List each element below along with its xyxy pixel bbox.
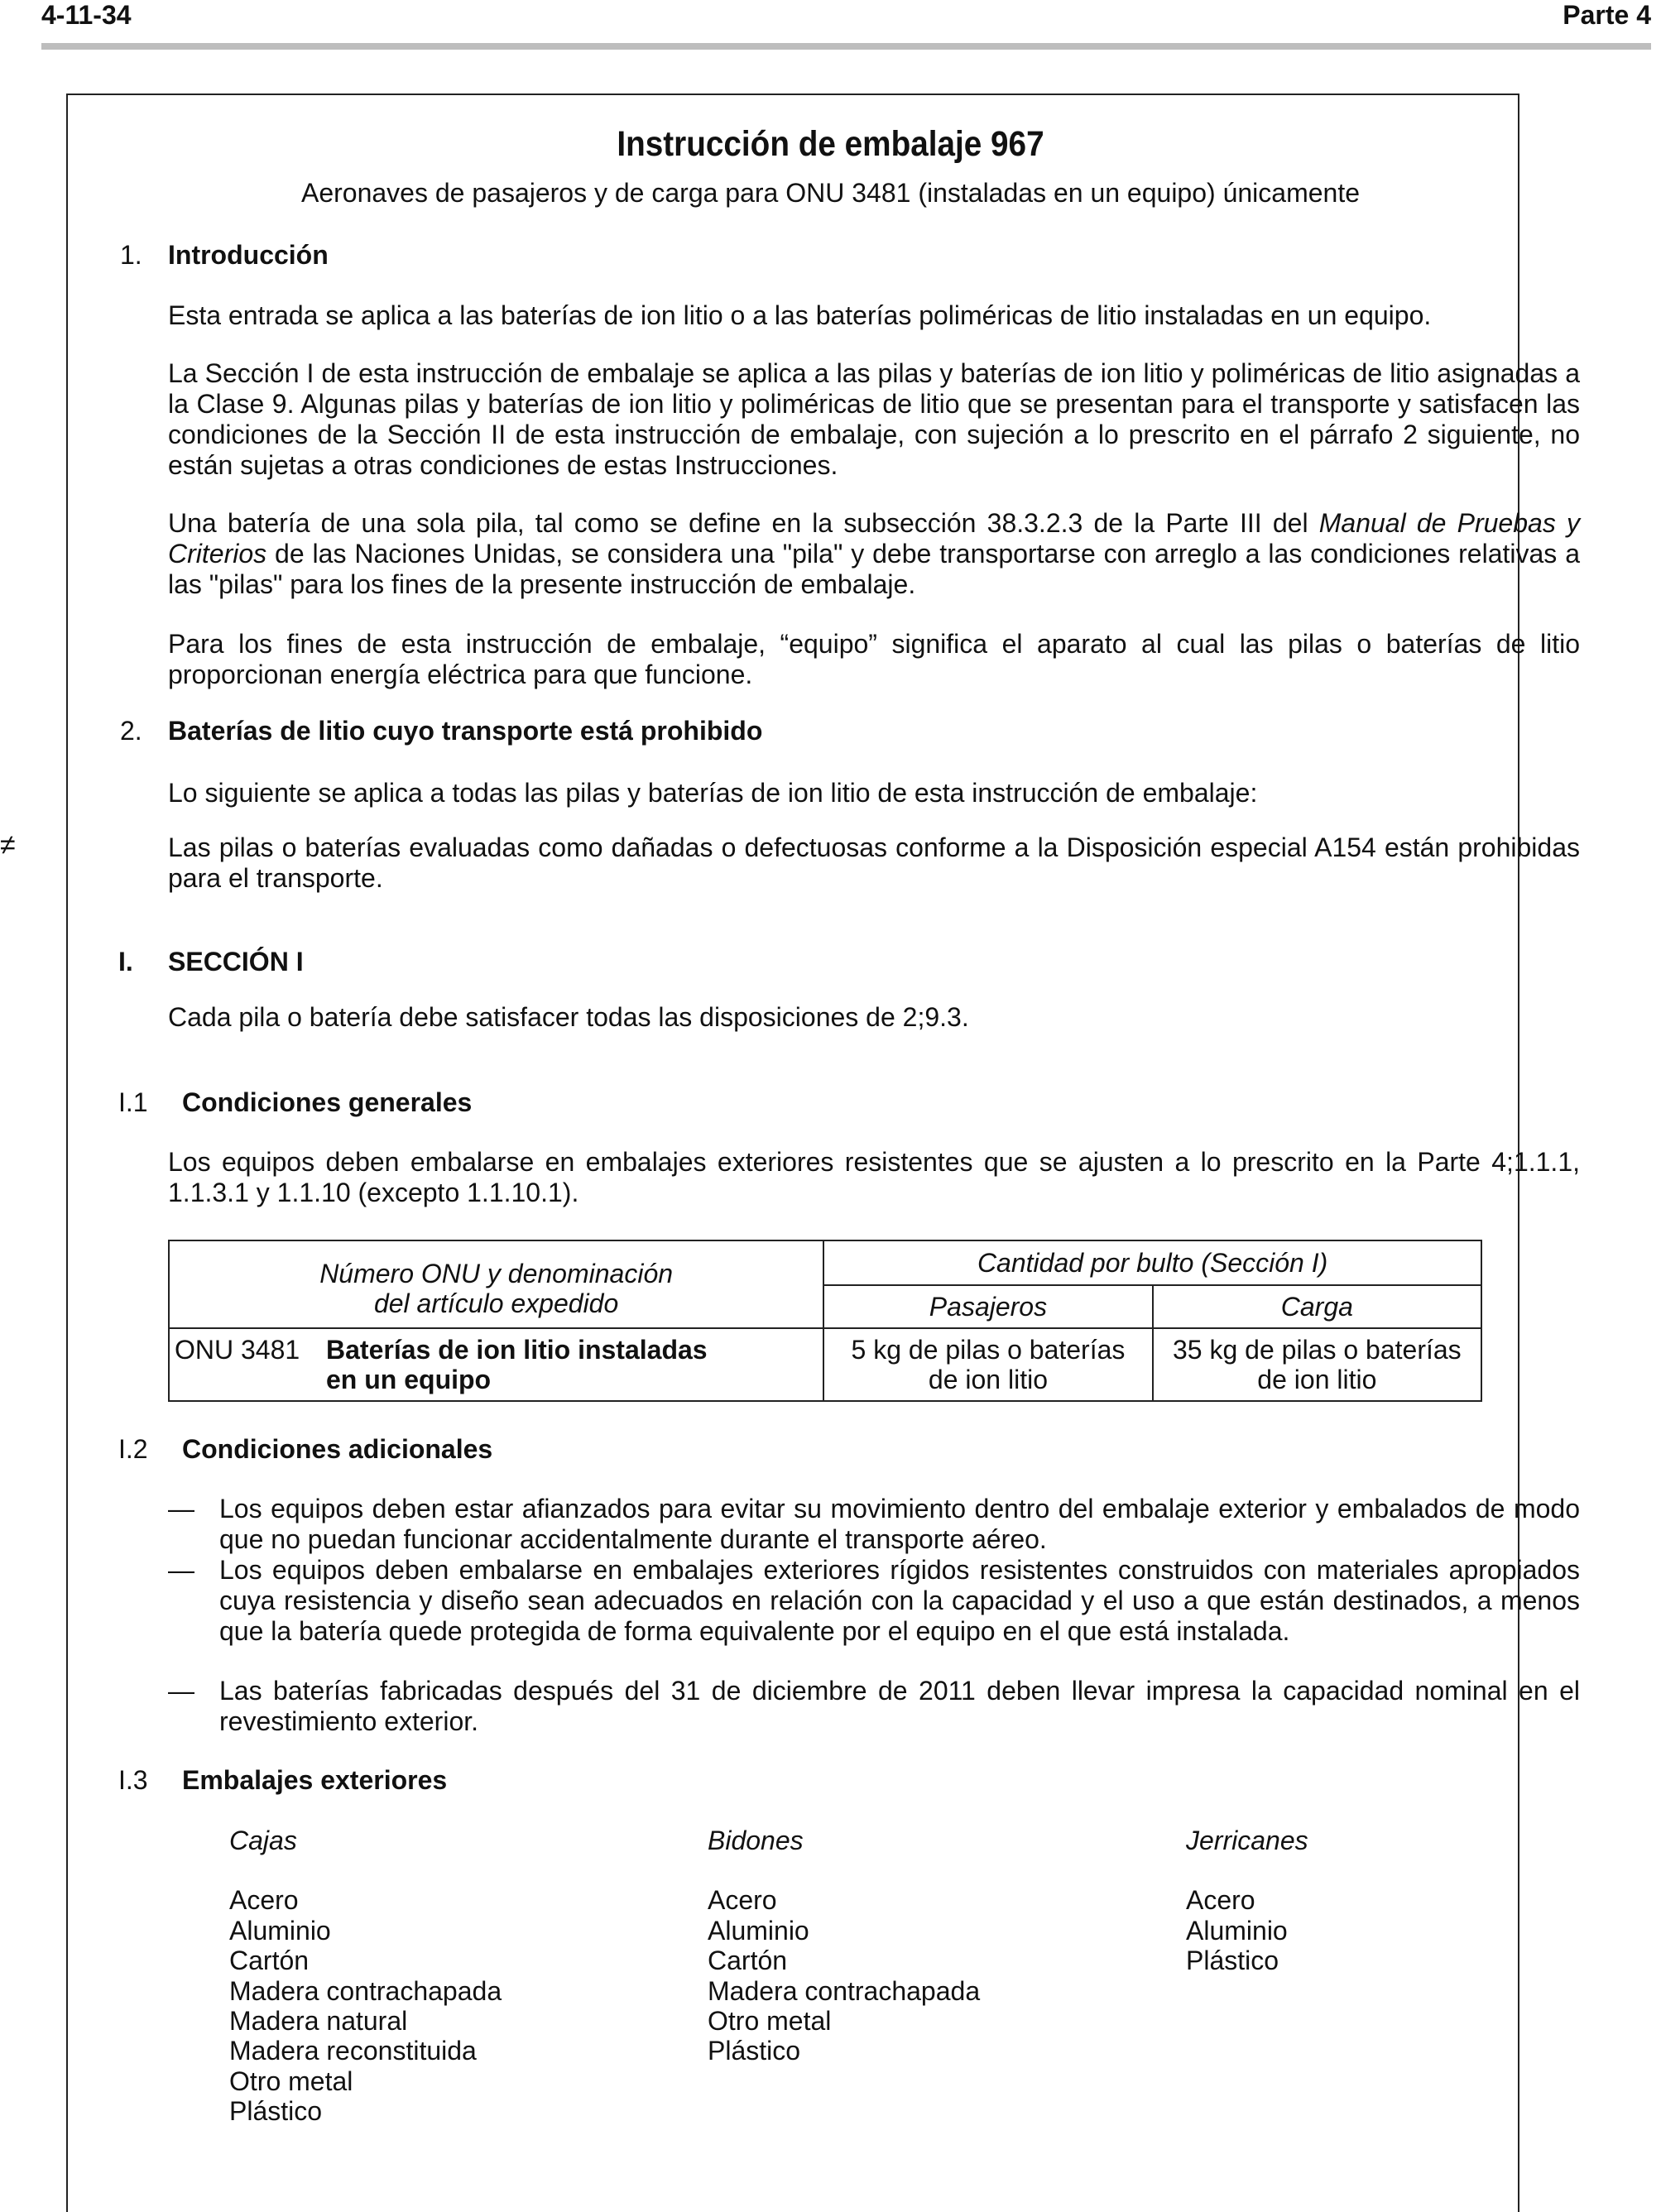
list-item: Los equipos deben embalarse en embalajes exteriores rígidos resistentes construidos con materiales apropiados cuya resistencia y diseño sean adecuados en relación con la capacidad y el uso a que están destinados, a menos que la batería quede protegida de forma equivalente por el equipo en el que está instalada. <box>219 1555 1580 1646</box>
list-item: Los equipos deben estar afianzados para evitar su movimiento dentro del embalaje exterior y embalados de modo que no puedan funcionar accidentalmente durante el transporte aéreo. <box>219 1494 1580 1554</box>
paragraph: Para los fines de esta instrucción de embalaje, “equipo” significa el aparato al cual las pilas o baterías de litio proporcionan energía eléctrica para que funcione. <box>168 629 1580 689</box>
section-heading: Baterías de litio cuyo transporte está prohibido <box>168 716 763 746</box>
packaging-item: Aluminio <box>708 1915 809 1946</box>
page-number: 4-11-34 <box>41 0 132 30</box>
packaging-column-bidones <box>708 1826 980 2066</box>
paragraph: Cada pila o batería debe satisfacer todas las disposiciones de 2;9.3. <box>168 1002 969 1032</box>
packaging-item: Madera natural <box>229 2006 408 2037</box>
part-label: Parte 4 <box>1563 0 1651 30</box>
shipping-name <box>326 1335 708 1394</box>
packaging-item: Acero <box>708 1885 777 1916</box>
cell-line: 5 kg de pilas o baterías <box>851 1335 1126 1365</box>
packaging-item: Madera contrachapada <box>229 1975 502 2006</box>
section-number: 2. <box>120 716 142 746</box>
packaging-item: Acero <box>229 1885 299 1916</box>
table-cell <box>823 1328 1152 1401</box>
packaging-item: Cartón <box>708 1946 788 1976</box>
subsection-number: I.2 <box>118 1434 148 1464</box>
table-header-cell: Carga <box>1153 1285 1481 1328</box>
page-subtitle: Aeronaves de pasajeros y de carga para ONU 3481 (instaladas en un equipo) únicamente <box>300 178 1360 208</box>
table-header-cell <box>169 1240 823 1328</box>
subsection-number: I.1 <box>118 1087 148 1117</box>
page-header <box>41 0 1651 43</box>
packaging-item: Aluminio <box>229 1915 331 1946</box>
subsection-heading: Embalajes exteriores <box>182 1765 448 1795</box>
paragraph <box>168 508 1580 600</box>
packaging-item: Madera reconstituida <box>229 2036 477 2066</box>
cell-line: 35 kg de pilas o baterías <box>1173 1335 1462 1365</box>
table-header-cell: Pasajeros <box>823 1285 1152 1328</box>
quantity-table <box>168 1240 1482 1402</box>
section-heading: SECCIÓN I <box>168 947 304 976</box>
shipping-name-line: Baterías de ion litio instaladas <box>326 1335 708 1365</box>
packaging-item: Plástico <box>229 2096 323 2127</box>
manual-title: Manual de Pruebas y Criterios <box>168 508 1581 569</box>
table-group-header: Cantidad por bulto (Sección I) <box>823 1240 1481 1285</box>
packaging-column-jerricanes <box>1186 1826 1308 1976</box>
paragraph: Esta entrada se aplica a las baterías de ion litio o a las baterías poliméricas de litio instaladas en un equipo. <box>168 300 1432 330</box>
packaging-item: Plástico <box>708 2036 801 2066</box>
subsection-heading: Condiciones generales <box>182 1087 473 1117</box>
packaging-column-cajas <box>229 1826 502 2127</box>
un-number: ONU 3481 <box>175 1335 300 1365</box>
packaging-item: Aluminio <box>1186 1915 1288 1946</box>
packaging-item: Otro metal <box>229 2066 353 2096</box>
paragraph-text: de las Naciones Unidas, se considera una "pila" y debe transportarse con arreglo a las condiciones relativas a las "pilas" para los fines de la presente instrucción de embalaje. <box>168 539 1580 599</box>
table-cell <box>169 1328 823 1401</box>
header-rule <box>41 43 1651 50</box>
shipping-name-line: en un equipo <box>326 1365 492 1394</box>
table-header-text: Número ONU y denominación <box>319 1259 674 1288</box>
paragraph: Las pilas o baterías evaluadas como dañadas o defectuosas conforme a la Disposición especial A154 están prohibidas para el transporte. <box>168 832 1580 893</box>
cell-line: de ion litio <box>928 1365 1048 1394</box>
paragraph: Lo siguiente se aplica a todas las pilas y baterías de ion litio de esta instrucción de embalaje: <box>168 778 1258 808</box>
list-dash: — <box>168 1494 194 1523</box>
page-title: Instrucción de embalaje 967 <box>617 124 1044 164</box>
change-mark: ≠ <box>0 829 16 861</box>
cell-line: de ion litio <box>1257 1365 1377 1394</box>
subsection-number: I.3 <box>118 1765 148 1795</box>
list-item: Las baterías fabricadas después del 31 de diciembre de 2011 deben llevar impresa la capacidad nominal en el revestimiento exterior. <box>219 1676 1580 1736</box>
section-number: I. <box>118 947 133 976</box>
packaging-column-title: Jerricanes <box>1186 1826 1308 1855</box>
paragraph-text: Una batería de una sola pila, tal como se define en la subsección 38.3.2.3 de la Parte III del <box>168 508 1319 538</box>
table-cell <box>1153 1328 1481 1401</box>
packaging-item: Cartón <box>229 1946 310 1976</box>
table-row <box>169 1328 1481 1401</box>
paragraph: La Sección I de esta instrucción de embalaje se aplica a las pilas y baterías de ion litio y poliméricas de litio asignadas a la Clase 9. Algunas pilas y baterías de ion litio y poliméricas de litio que se presentan para el transporte y satisfacen las condiciones de la Sección II de esta instrucción de embalaje, con sujeción a lo prescrito en el párrafo 2 siguiente, no están sujetas a otras condiciones de estas Instrucciones. <box>168 358 1580 480</box>
packaging-item: Madera contrachapada <box>708 1975 981 2006</box>
table-header-text: del artículo expedido <box>373 1288 619 1318</box>
section-number: 1. <box>120 240 142 270</box>
packaging-item: Otro metal <box>708 2006 832 2037</box>
packaging-column-title: Cajas <box>229 1826 297 1855</box>
packaging-item: Plástico <box>1186 1946 1279 1976</box>
list-dash: — <box>168 1676 194 1706</box>
packaging-item: Acero <box>1186 1885 1255 1916</box>
packaging-column-title: Bidones <box>708 1826 804 1855</box>
list-dash: — <box>168 1555 194 1585</box>
paragraph: Los equipos deben embalarse en embalajes exteriores resistentes que se ajusten a lo prescrito en la Parte 4;1.1.1, 1.1.3.1 y 1.1.10 (excepto 1.1.10.1). <box>168 1147 1580 1207</box>
subsection-heading: Condiciones adicionales <box>182 1434 493 1464</box>
section-heading: Introducción <box>168 240 329 270</box>
